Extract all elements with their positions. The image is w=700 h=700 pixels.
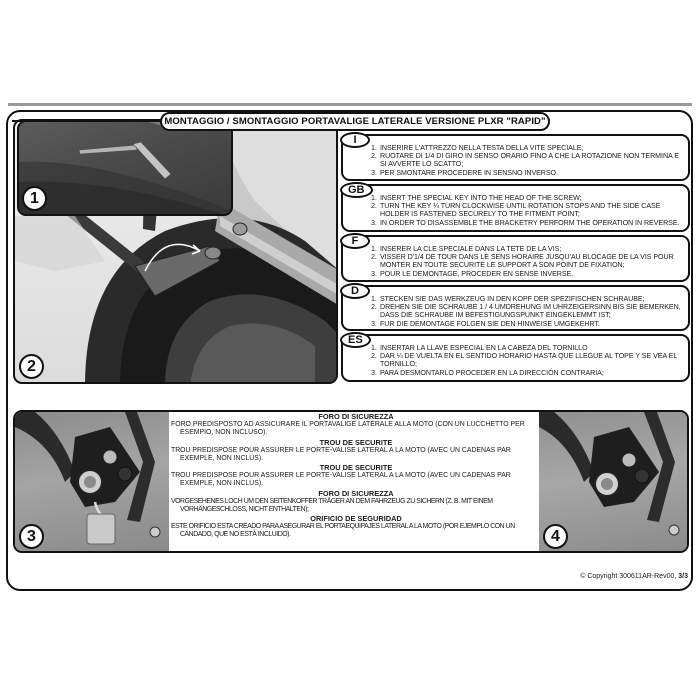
- instructions-fr: [341, 235, 690, 282]
- security-hole-notes: [171, 413, 541, 551]
- page-number: 3/3: [678, 573, 688, 580]
- security-note-es: ORIFICIO DE SEGURIDAD ESTE ORIFICIO ESTA CREADO PARA ASEGURAR EL PORTAEQUIPAJES LATERAL A LA MOTO (POR EJEMPLO CON UN CANDADO, QUE NO ESTÁ INCLUIDO).: [171, 514, 515, 539]
- step-number-4: 4: [543, 524, 568, 549]
- steps-list-it: [371, 144, 682, 177]
- step-number-3: 3: [19, 524, 44, 549]
- steps-list-fr: [371, 245, 682, 278]
- lang-badge-de: D: [340, 283, 370, 299]
- steps-list-gb: [371, 194, 682, 227]
- step-item: 3. IN ORDER TO DISASSEMBLE THE BRACKETRY PERFORM THE OPERATION IN REVERSE.: [371, 218, 680, 227]
- special-key-illustration: [19, 122, 233, 216]
- instructions-de: [341, 285, 690, 331]
- step-item: 2. DREHEN SIE DIE SCHRAUBE 1 / 4 UMDREHUNG IM UHRZEIGERSINN BIS SIE BEMERKEN, DASS DIE SCHRAUBE IM BEFESTIGUNGSPUNKT EINGEKLEMMT IST;: [371, 303, 681, 320]
- step-item: 2. VISSER D'1/4 DE TOUR DANS LE SENS HORAIRE JUSQU'AU BLOCAGE DE LA VIS POUR MONTER EN TOUTE SECURITE LE SUPPORT A SON POINT DE FIXATION;: [371, 253, 674, 270]
- instructions-es: [341, 334, 690, 382]
- security-hole-section: [13, 410, 689, 553]
- security-note-it: FORO DI SICUREZZA FORO PREDISPOSTO AD ASSICURARE IL PORTAVALIGE LATERALE ALLA MOTO (CON UN LUCCHETTO PER ESEMPIO, NON INCLUSO).: [171, 412, 525, 437]
- step-number-2: 2: [19, 354, 44, 379]
- lang-badge-it: I: [340, 132, 370, 148]
- steps-list-es: [371, 344, 682, 377]
- photo-step-1: [17, 120, 233, 216]
- step-item: 1. INSERTAR LA LLAVE ESPECIAL EN LA CABEZA DEL TORNILLO: [371, 344, 588, 352]
- security-note-fr-2: TROU DE SECURITE TROU PREDISPOSE POUR ASSURER LE PORTE-VALISE LATERAL A LA MOTO (AVEC UN CADENAS PAR EXEMPLE, NON INCLUS).: [171, 463, 511, 488]
- security-note-fr: TROU DE SECURITE TROU PREDISPOSE POUR ASSURER LE PORTE-VALISE LATERAL A LA MOTO (AVEC UN CADENAS PAR EXEMPLE, NON INCLUS).: [171, 437, 511, 462]
- step-item: 2. DAR ¼ DE VUELTA EN EL SENTIDO HORARIO HASTA QUE LLEGUE AL TOPE Y SE VEA EL TORNILLO;: [371, 352, 677, 369]
- step-item: 1. INSERT THE SPECIAL KEY INTO THE HEAD OF THE SCREW;: [371, 194, 582, 202]
- instructions-it: [341, 134, 690, 181]
- copyright-footer: © Copyright 300611AR-Rev00, 3/3: [580, 573, 688, 580]
- step-item: 2. TURN THE KEY ¼ TURN CLOCKWISE UNTIL ROTATION STOPS AND THE SIDE CASE HOLDER IS FASTENED SECURELY TO THE FITMENT POINT;: [371, 202, 661, 219]
- page-title: MONTAGGIO / SMONTAGGIO PORTAVALIGE LATERALE VERSIONE PLXR "RAPID": [160, 112, 550, 131]
- lang-badge-es: ES: [340, 332, 371, 348]
- lang-badge-gb: GB: [340, 182, 373, 198]
- lang-badge-fr: F: [340, 233, 370, 249]
- step-item: 3. PER SMONTARE PROCEDERE IN SENSNO INVERSO.: [371, 168, 558, 177]
- steps-list-de: [371, 295, 682, 328]
- step-number-1: 1: [22, 186, 47, 211]
- step-item: 1. INSERER LA CLE SPECIALE DANS LA TETE DE LA VIS;: [371, 245, 562, 253]
- photo-step-4: [539, 412, 687, 551]
- photo-step-3: [15, 412, 169, 551]
- step-item: 2. RUOTARE DI 1/4 DI GIRO IN SENSO ORARIO FINO A CHE LA ROTAZIONE NON TERMINA E SI AVVERTE LO SCATTO;: [371, 152, 679, 169]
- step-item: 3. FUR DIE DEMONTAGE FOLGEN SIE DEN HINWEISE UMGEKEHRT.: [371, 319, 600, 328]
- step-item: 1. STECKEN SIE DAS WERKZEUG IN DEN KOPF DER SPEZIFISCHEN SCHRAUBE;: [371, 295, 645, 303]
- step-item: 1. INSERIRE L'ATTREZZO NELLA TESTA DELLA VITE SPECIALE;: [371, 144, 584, 152]
- instructions-gb: [341, 184, 690, 232]
- title-connector-line: [12, 120, 162, 122]
- step-item: 3. PARA DESMONTARLO PROCEDER EN LA DIRECCIÓN CONTRARIA;: [371, 368, 604, 377]
- top-divider: [8, 103, 692, 106]
- security-note-de: FORO DI SICUREZZA VORGESEHENES LOCH UM DEN SEITENKOFFER TRÄGER AN DEM FAHRZEUG ZU SICHERN (Z. B. MIT EINEM VORHÄNGESCHLOSS, NICHT ENTHALTEN);: [171, 488, 493, 513]
- step-item: 3. POUR LE DEMONTAGE, PROCEDER EN SENSE INVERSE.: [371, 269, 574, 278]
